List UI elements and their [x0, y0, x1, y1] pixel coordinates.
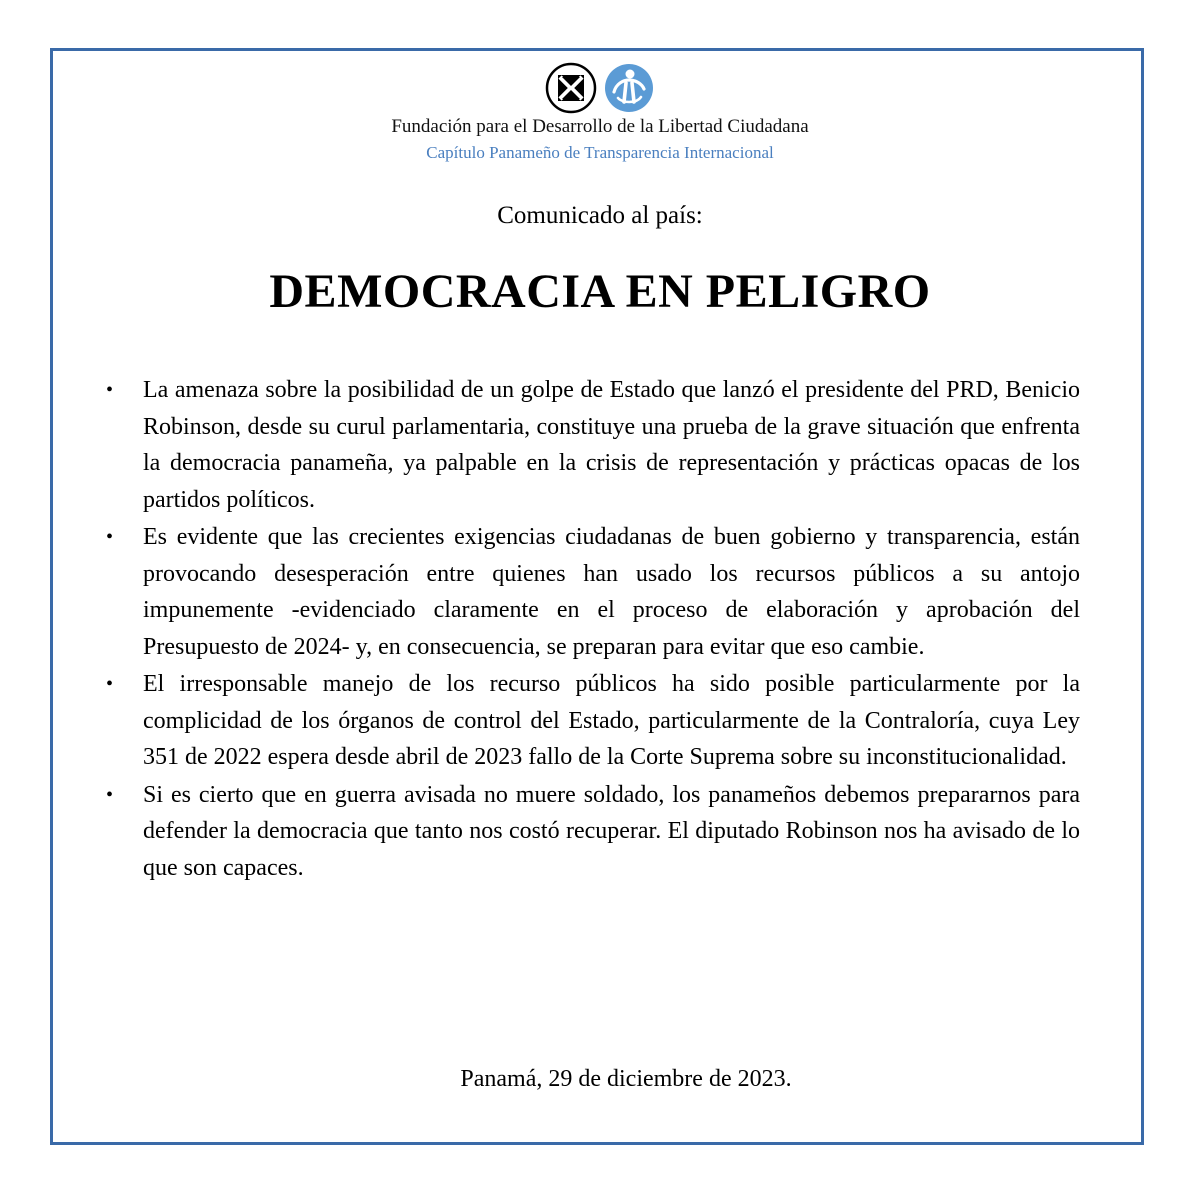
list-item	[106, 777, 1080, 887]
bullet-icon: •	[106, 673, 114, 695]
bullet-icon: •	[106, 526, 114, 548]
list-item-text: Es evidente que las crecientes exigencias ciudadanas de buen gobierno y transparencia, están provocando desesperación entre quienes han usado los recursos públicos a su antojo impunemente -evidenciado claramente en el proceso de elaboración y aprobación del Presupuesto de 2024- y, en consecuencia, se preparan para evitar que eso cambie.	[143, 524, 1080, 660]
logo-row	[0, 62, 1200, 114]
list-item	[106, 519, 1080, 665]
list-item	[106, 666, 1080, 776]
list-item-text: El irresponsable manejo de los recurso públicos ha sido posible particularmente por la complicidad de los órganos de control del Estado, particularmente de la Contraloría, cuya Ley 351 de 2022 espera desde abril de 2023 fallo de la Corte Suprema sobre su inconstitucionalidad.	[143, 671, 1080, 770]
date-line: Panamá, 29 de diciembre de 2023.	[460, 1066, 792, 1092]
list-item	[106, 372, 1080, 518]
chapter-name: Capítulo Panameño de Transparencia Internacional	[426, 143, 774, 162]
bullet-icon: •	[106, 783, 114, 806]
page-title: DEMOCRACIA EN PELIGRO	[269, 265, 931, 318]
transparency-international-logo-icon	[603, 62, 655, 114]
fundacion-logo-icon	[545, 62, 597, 114]
list-item-text: Si es cierto que en guerra avisada no muere soldado, los panameños debemos prepararnos para defender la democracia que tanto nos costó recuperar. El diputado Robinson nos ha avisado de lo que son capaces.	[143, 781, 1080, 881]
organization-name: Fundación para el Desarrollo de la Libertad Ciudadana	[391, 116, 809, 137]
list-item-text: La amenaza sobre la posibilidad de un golpe de Estado que lanzó el presidente del PRD, Benicio Robinson, desde su curul parlamentaria, constituye una prueba de la grave situación que enfrenta la democracia panameña, ya palpable en la crisis de representación y prácticas opacas de los partidos políticos.	[143, 377, 1080, 513]
bullet-icon: •	[106, 379, 114, 401]
bullet-list	[106, 372, 1080, 887]
intro-line: Comunicado al país:	[497, 202, 703, 229]
